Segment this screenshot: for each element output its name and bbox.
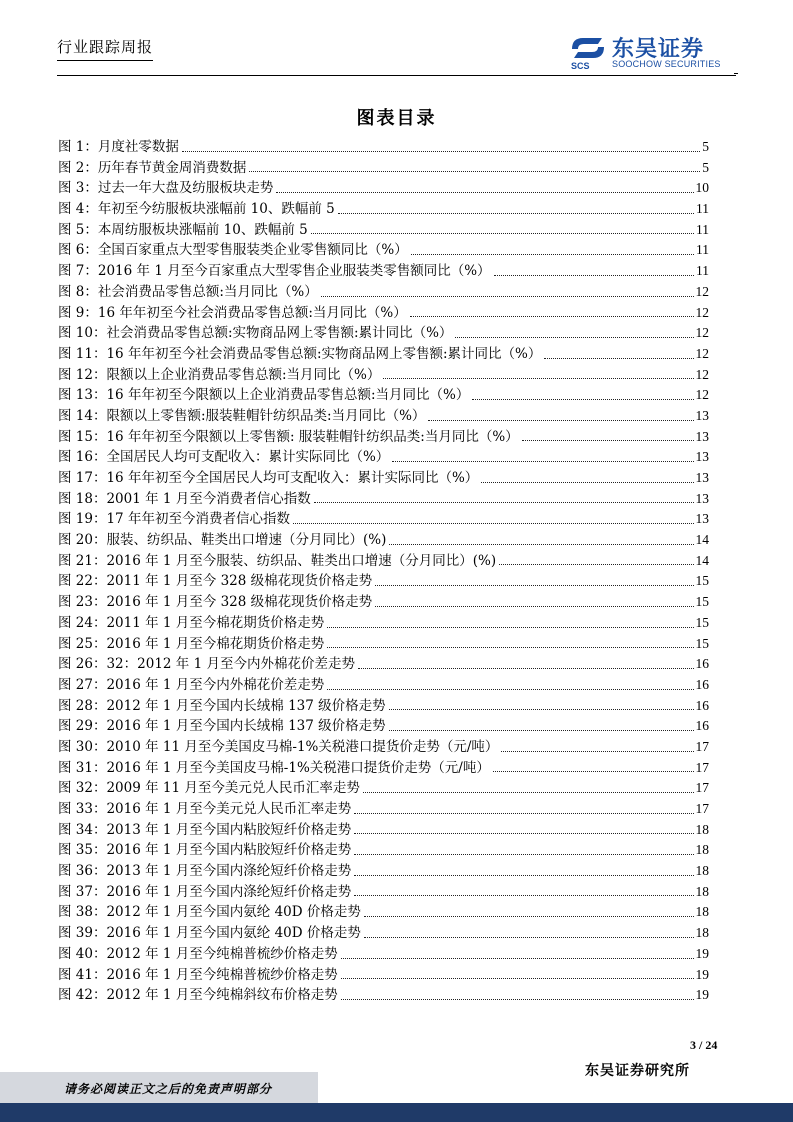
toc-entry[interactable] <box>58 778 709 799</box>
toc-entry[interactable] <box>58 385 709 406</box>
toc-dot-leader <box>494 275 694 276</box>
toc-entry-page: 11 <box>696 242 709 258</box>
toc-entry[interactable] <box>58 758 709 779</box>
header-divider <box>57 75 736 76</box>
toc-entry-label: 图 26：32：2012 年 1 月至今内外棉花价差走势 <box>58 656 355 673</box>
toc-entry-label: 图 33：2016 年 1 月至今美元兑人民币汇率走势 <box>58 801 352 817</box>
toc-entry-label: 图 35：2016 年 1 月至今国内粘胶短纤价格走势 <box>58 842 352 859</box>
toc-entry[interactable] <box>58 489 709 510</box>
toc-entry-page: 18 <box>695 842 709 858</box>
toc-dot-leader <box>341 958 694 959</box>
toc-entry-label: 图 42：2012 年 1 月至今纯棉斜纹布价格走势 <box>58 987 338 1004</box>
toc-dot-leader <box>544 358 693 359</box>
toc-entry[interactable] <box>58 944 709 965</box>
toc-entry[interactable] <box>58 840 709 861</box>
toc-entry-page: 15 <box>695 594 709 610</box>
toc-entry-label: 图 19：17 年年初至今消费者信心指数 <box>58 511 290 528</box>
toc-entry-label: 图 30：2010 年 11 月至今美国皮马棉-1%关税港口提货价走势（元/吨） <box>58 738 499 755</box>
toc-entry-page: 15 <box>695 635 709 651</box>
header-divider-mark <box>734 73 738 74</box>
toc-entry-label: 图 23：2016 年 1 月至今 328 级棉花现货价格走势 <box>58 594 373 611</box>
toc-dot-leader <box>327 647 693 648</box>
toc-entry-label: 图 2：历年春节黄金周消费数据 <box>58 159 247 176</box>
report-type-label: 行业跟踪周报 <box>57 36 153 61</box>
toc-entry-label: 图 12：限额以上企业消费品零售总额:当月同比（%） <box>58 366 381 383</box>
toc-entry[interactable] <box>58 323 709 344</box>
toc-entry-page: 17 <box>695 759 709 775</box>
toc-entry-page: 13 <box>695 470 709 485</box>
toc-entry-label: 图 17：16 年年初至今全国居民人均可支配收入：累计实际同比（%） <box>58 470 479 486</box>
toc-dot-leader <box>455 337 693 338</box>
toc-entry[interactable] <box>58 282 709 303</box>
toc-entry-page: 12 <box>695 345 709 361</box>
brand-name-en: SOOCHOW SECURITIES <box>612 59 721 69</box>
toc-entry[interactable] <box>58 985 709 1006</box>
toc-entry-page: 18 <box>695 821 709 837</box>
toc-entry-label: 图 37：2016 年 1 月至今国内涤纶短纤价格走势 <box>58 883 352 900</box>
toc-entry[interactable] <box>58 220 709 241</box>
toc-entry-page: 19 <box>695 966 709 982</box>
toc-dot-leader <box>499 564 693 565</box>
toc-entry-page: 13 <box>695 511 709 527</box>
toc-dot-leader <box>501 751 693 752</box>
toc-entry-label: 图 38：2012 年 1 月至今国内氨纶 40D 价格走势 <box>58 904 361 921</box>
toc-entry-label: 图 10：社会消费品零售总额:实物商品网上零售额:累计同比（%） <box>58 325 453 342</box>
toc-entry-label: 图 22：2011 年 1 月至今 328 级棉花现货价格走势 <box>58 573 373 590</box>
toc-dot-leader <box>522 440 694 441</box>
toc-entry[interactable] <box>58 654 709 675</box>
toc-entry[interactable] <box>58 923 709 944</box>
toc-entry[interactable] <box>58 509 709 530</box>
toc-dot-leader <box>428 420 693 421</box>
toc-entry-page: 15 <box>695 614 709 630</box>
toc-entry-page: 17 <box>695 738 709 754</box>
toc-entry-label: 图 4：年初至今纺服板块涨幅前 10、跌幅前 5 <box>58 201 335 218</box>
toc-entry-page: 13 <box>695 449 709 465</box>
disclaimer-band <box>0 1072 318 1103</box>
toc-entry-page: 14 <box>695 532 709 548</box>
toc-dot-leader <box>383 378 693 379</box>
toc-entry-page: 5 <box>702 139 709 154</box>
toc-dot-leader <box>364 937 694 938</box>
toc-entry-page: 11 <box>696 263 709 279</box>
toc-entry-label: 图 40：2012 年 1 月至今纯棉普梳纱价格走势 <box>58 945 338 962</box>
toc-entry[interactable] <box>58 303 709 324</box>
toc-entry-page: 10 <box>695 180 709 196</box>
toc-dot-leader <box>389 730 694 731</box>
toc-entry-page: 12 <box>695 283 709 299</box>
toc-entry-page: 12 <box>695 387 709 403</box>
toc-entry-label: 图 36：2013 年 1 月至今国内涤纶短纤价格走势 <box>58 863 352 880</box>
toc-entry-label: 图 6：全国百家重点大型零售服装类企业零售额同比（%） <box>58 242 408 259</box>
toc-entry[interactable] <box>58 406 709 427</box>
toc-dot-leader <box>354 895 693 896</box>
toc-entry[interactable] <box>58 799 709 820</box>
toc-entry-label: 图 8：社会消费品零售总额:当月同比（%） <box>58 283 318 300</box>
toc-dot-leader <box>363 792 694 793</box>
page-number: 3 / 24 <box>690 1038 718 1052</box>
toc-dot-leader <box>354 875 693 876</box>
toc-entry-label: 图 1：月度社零数据 <box>58 139 179 155</box>
toc-entry[interactable] <box>58 820 709 841</box>
toc-entry[interactable] <box>58 199 709 220</box>
toc-entry[interactable] <box>58 882 709 903</box>
toc-dot-leader <box>493 771 694 772</box>
toc-entry-label: 图 28：2012 年 1 月至今国内长绒棉 137 级价格走势 <box>58 697 386 714</box>
toc-entry[interactable] <box>58 468 709 489</box>
toc-dot-leader <box>293 523 694 524</box>
toc-entry-label: 图 13：16 年年初至今限额以上企业消费品零售总额:当月同比（%） <box>58 387 470 404</box>
toc-entry-page: 18 <box>695 925 709 941</box>
toc-entry-label: 图 34：2013 年 1 月至今国内粘胶短纤价格走势 <box>58 821 352 838</box>
toc-entry[interactable] <box>58 965 709 986</box>
toc-entry-label: 图 32：2009 年 11 月至今美元兑人民币汇率走势 <box>58 780 360 797</box>
toc-entry[interactable] <box>58 592 709 613</box>
toc-entry-page: 13 <box>695 407 709 423</box>
toc-entry-page: 19 <box>695 987 709 1003</box>
toc-entry-label: 图 39：2016 年 1 月至今国内氨纶 40D 价格走势 <box>58 925 361 942</box>
toc-entry-label: 图 15：16 年年初至今限额以上零售额: 服装鞋帽针纺织品类:当月同比（%） <box>58 428 519 445</box>
toc-entry[interactable] <box>58 634 709 655</box>
toc-dot-leader <box>375 606 693 607</box>
toc-dot-leader <box>276 192 693 193</box>
toc-dot-leader <box>472 399 693 400</box>
toc-entry-page: 16 <box>695 697 709 713</box>
toc-entry-page: 12 <box>695 304 709 320</box>
toc-entry-label: 图 3：过去一年大盘及纺服板块走势 <box>58 180 274 197</box>
toc-entry[interactable] <box>58 178 709 199</box>
footer-bar <box>0 1103 793 1122</box>
toc-dot-leader <box>182 151 700 152</box>
toc-dot-leader <box>311 233 694 234</box>
toc-entry-label: 图 31：2016 年 1 月至今美国皮马棉-1%关税港口提货价走势（元/吨） <box>58 759 490 776</box>
toc-entry-page: 12 <box>695 325 709 341</box>
toc-entry[interactable] <box>58 530 709 551</box>
toc-dot-leader <box>354 854 693 855</box>
toc-dot-leader <box>327 689 693 690</box>
svg-text:SCS: SCS <box>571 61 590 71</box>
toc-dot-leader <box>354 833 693 834</box>
toc-entry-page: 18 <box>695 863 709 879</box>
toc-entry-label: 图 25：2016 年 1 月至今棉花期货价格走势 <box>58 635 325 652</box>
brand-logo-icon <box>568 34 608 72</box>
toc-entry[interactable] <box>58 344 709 365</box>
toc-dot-leader <box>341 999 694 1000</box>
toc-entry[interactable] <box>58 240 709 261</box>
toc-entry[interactable] <box>58 861 709 882</box>
toc-entry[interactable] <box>58 427 709 448</box>
toc-dot-leader <box>392 461 693 462</box>
toc-entry-label: 图 29：2016 年 1 月至今国内长绒棉 137 级价格走势 <box>58 718 386 735</box>
toc-entry[interactable] <box>58 551 709 572</box>
toc-entry-page: 12 <box>695 366 709 382</box>
toc-entry-page: 17 <box>695 801 709 816</box>
toc-dot-leader <box>375 585 693 586</box>
toc-entry-page: 15 <box>695 573 709 589</box>
toc-entry[interactable] <box>58 737 709 758</box>
toc-title: 图表目录 <box>356 108 437 129</box>
toc-entry-label: 图 24：2011 年 1 月至今棉花期货价格走势 <box>58 614 325 631</box>
toc-entry[interactable] <box>58 716 709 737</box>
toc-entry-label: 图 41：2016 年 1 月至今纯棉普梳纱价格走势 <box>58 966 338 983</box>
toc-entry-label: 图 7：2016 年 1 月至今百家重点大型零售企业服装类零售额同比（%） <box>58 263 491 280</box>
toc-entry-page: 17 <box>695 780 709 796</box>
brand-logo <box>568 34 743 72</box>
toc-dot-leader <box>321 296 694 297</box>
toc-entry-page: 16 <box>695 676 709 692</box>
toc-entry-page: 13 <box>695 428 709 444</box>
toc-entry[interactable] <box>58 365 709 386</box>
toc-dot-leader <box>389 709 694 710</box>
toc-dot-leader <box>338 213 694 214</box>
toc-entry-label: 图 27：2016 年 1 月至今内外棉花价差走势 <box>58 676 325 693</box>
toc-entry[interactable] <box>58 696 709 717</box>
toc-dot-leader <box>364 916 694 917</box>
toc-list <box>58 137 709 1006</box>
toc-entry[interactable] <box>58 137 709 158</box>
toc-entry[interactable] <box>58 571 709 592</box>
toc-entry[interactable] <box>58 613 709 634</box>
toc-entry[interactable] <box>58 902 709 923</box>
toc-entry-page: 5 <box>702 159 709 175</box>
toc-entry-page: 13 <box>695 490 709 506</box>
toc-dot-leader <box>481 482 693 483</box>
toc-entry[interactable] <box>58 675 709 696</box>
toc-dot-leader <box>354 813 693 814</box>
toc-entry-page: 18 <box>695 904 709 920</box>
toc-entry-page: 11 <box>696 201 709 217</box>
toc-dot-leader <box>411 254 694 255</box>
brand-name-cn: 东吴证券 <box>612 37 705 62</box>
toc-entry-label: 图 16：全国居民人均可支配收入：累计实际同比（%） <box>58 449 390 466</box>
toc-dot-leader <box>389 544 693 545</box>
toc-entry-label: 图 5：本周纺服板块涨幅前 10、跌幅前 5 <box>58 221 308 238</box>
toc-entry-label: 图 11：16 年年初至今社会消费品零售总额:实物商品网上零售额:累计同比（%） <box>58 345 542 362</box>
toc-entry[interactable] <box>58 447 709 468</box>
toc-entry-page: 16 <box>695 656 709 672</box>
toc-dot-leader <box>410 316 694 317</box>
toc-entry[interactable] <box>58 261 709 282</box>
institute-name: 东吴证券研究所 <box>585 1063 690 1079</box>
toc-entry-page: 16 <box>695 718 709 734</box>
toc-dot-leader <box>358 668 694 669</box>
disclaimer-text: 请务必阅读正文之后的免责声明部分 <box>64 1082 273 1096</box>
toc-entry-page: 14 <box>695 552 709 568</box>
toc-entry-page: 11 <box>696 221 709 237</box>
toc-entry-page: 19 <box>695 945 709 961</box>
toc-entry-label: 图 18：2001 年 1 月至今消费者信心指数 <box>58 490 311 507</box>
toc-dot-leader <box>341 978 694 979</box>
toc-entry[interactable] <box>58 158 709 179</box>
toc-entry-label: 图 14：限额以上零售额:服装鞋帽针纺织品类:当月同比（%） <box>58 407 426 424</box>
toc-entry-page: 18 <box>695 883 709 899</box>
toc-dot-leader <box>249 171 700 172</box>
toc-entry-label: 图 20：服装、纺织品、鞋类出口增速（分月同比）(%) <box>58 532 387 549</box>
toc-entry-label: 图 21：2016 年 1 月至今服装、纺织品、鞋类出口增速（分月同比）(%) <box>58 552 497 569</box>
toc-dot-leader <box>314 502 694 503</box>
toc-dot-leader <box>327 627 693 628</box>
toc-entry-label: 图 9：16 年年初至今社会消费品零售总额:当月同比（%） <box>58 304 407 321</box>
